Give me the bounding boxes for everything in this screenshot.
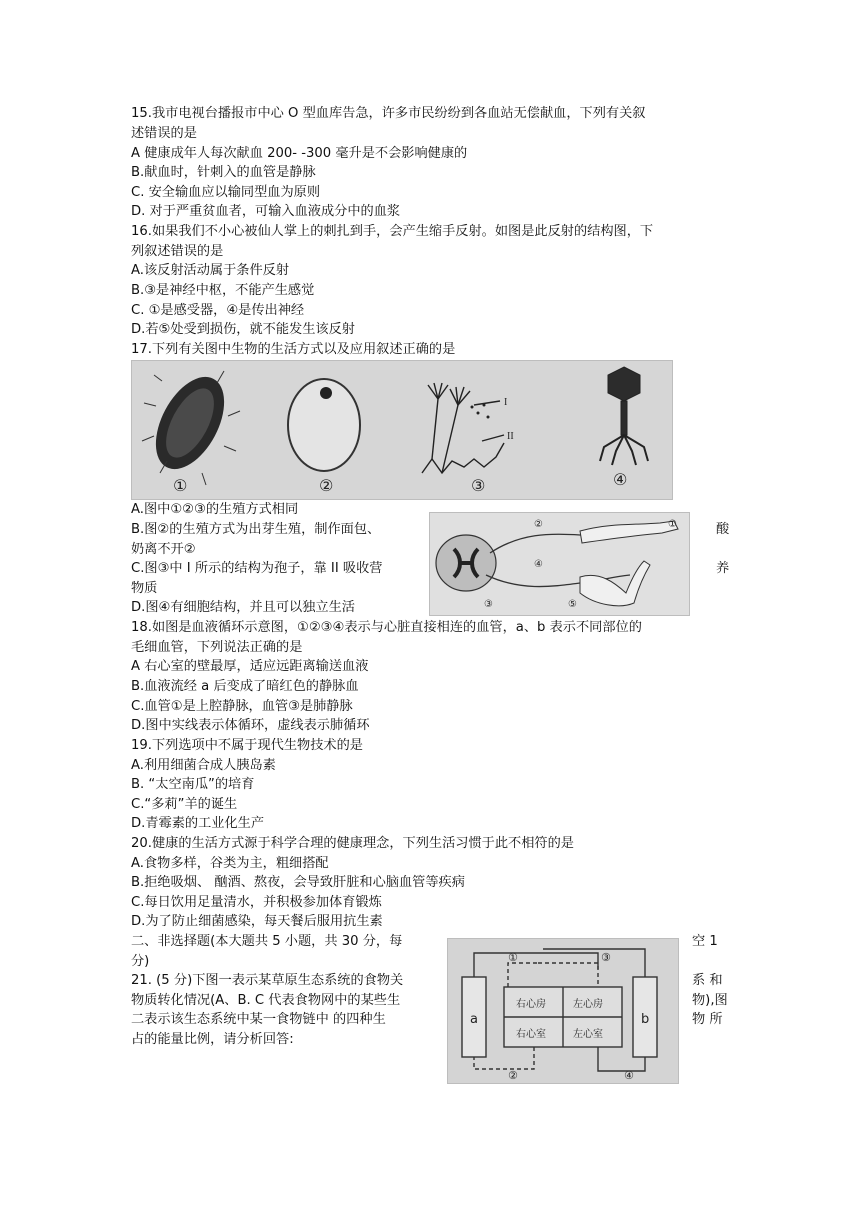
fig-label-1: ① — [173, 476, 188, 495]
q18-stem-line2: 毛细血管，下列说法正确的是 — [131, 640, 303, 655]
reflex-label-3: ③ — [484, 599, 493, 610]
heart-right-ventricle: 右心室 — [516, 1029, 546, 1040]
q20-stem: 20.健康的生活方式源于科学合理的健康理念，下列生活习惯于此不相符的是 — [131, 836, 574, 851]
heart-left-ventricle: 左心室 — [573, 1029, 603, 1040]
spinal-cord-illustration — [436, 535, 496, 591]
q16-option-a: A.该反射活动属于条件反射 — [131, 263, 290, 278]
q21-line4: 占的能量比例，请分析回答: — [131, 1032, 294, 1047]
yeast-illustration — [288, 379, 360, 471]
q21-line2-tail: 物),图 — [692, 993, 728, 1008]
organisms-figure — [131, 360, 673, 500]
q19-option-b: B. “太空南瓜”的培育 — [131, 777, 255, 792]
q15-option-c: C. 安全输血应以输同型血为原则 — [131, 185, 321, 200]
fig-mark-ii: II — [507, 431, 514, 442]
fig-mark-i: I — [504, 397, 508, 408]
fig-label-2: ② — [319, 476, 334, 495]
q18-option-b: B.血液流经 a 后变成了暗红色的静脉血 — [131, 679, 359, 694]
q19-option-c: C.“多莉”羊的诞生 — [131, 797, 238, 812]
q21-line3: 二表示该生态系统中某一食物链中 的四种生 — [131, 1012, 386, 1027]
reflex-label-4: ④ — [534, 559, 543, 570]
q18-option-c: C.血管①是上腔静脉，血管③是肺静脉 — [131, 699, 353, 714]
q17-option-c-cont: 物质 — [131, 581, 158, 596]
q18-stem-line1: 18.如图是血液循环示意图，①②③④表示与心脏直接相连的血管，a、b 表示不同部位的 — [131, 620, 642, 635]
q17-option-b: B.图②的生殖方式为出芽生殖，制作面包、 — [131, 522, 381, 537]
q17-option-c: C.图③中 I 所示的结构为孢子，靠 II 吸收营 — [131, 561, 383, 576]
section2-heading-cont: 分) — [131, 954, 150, 969]
heart-left-atrium: 左心房 — [573, 999, 603, 1010]
blood-circulation-figure — [447, 938, 679, 1084]
q20-option-a: A.食物多样，谷类为主，粗细搭配 — [131, 856, 329, 871]
q17-stem: 17.下列有关图中生物的生活方式以及应用叙述正确的是 — [131, 342, 456, 357]
q21-line2: 物质转化情况(A、B. C 代表食物网中的某些生 — [131, 993, 401, 1008]
q21-line1-tail: 系 和 — [692, 973, 723, 988]
vessel-label-4: ④ — [624, 1069, 634, 1082]
heart-right-atrium: 右心房 — [516, 999, 546, 1010]
capillary-a-label: a — [470, 1012, 478, 1027]
fig-label-4: ④ — [613, 470, 628, 489]
reflex-label-5: ⑤ — [568, 599, 577, 610]
q19-option-a: A.利用细菌合成人胰岛素 — [131, 758, 276, 773]
vessel-label-2: ② — [508, 1069, 518, 1082]
q20-option-c: C.每日饮用足量清水，并积极参加体育锻炼 — [131, 895, 382, 910]
q16-option-b: B.③是神经中枢，不能产生感觉 — [131, 283, 315, 298]
reflex-label-1: ① — [668, 519, 677, 530]
q21-line1: 21. (5 分)下图一表示某草原生态系统的食物关 — [131, 973, 404, 988]
q17-option-d: D.图④有细胞结构，并且可以独立生活 — [131, 600, 355, 615]
q17-option-a: A.图中①②③的生殖方式相同 — [131, 502, 299, 517]
q15-stem-line2: 述错误的是 — [131, 126, 197, 141]
q19-option-d: D.青霉素的工业化生产 — [131, 816, 265, 831]
q17-option-c-tail: 养 — [716, 561, 730, 576]
q16-option-d: D.若⑤处受到损伤，就不能发生该反射 — [131, 322, 355, 337]
q18-option-a: A 右心室的壁最厚，适应远距离输送血液 — [131, 659, 369, 674]
q15-stem-line1: 15.我市电视台播报市中心 O 型血库告急，许多市民纷纷到各血站无偿献血，下列有关叙 — [131, 106, 646, 121]
fig-label-3: ③ — [471, 476, 486, 495]
vessel-label-1: ① — [508, 951, 518, 964]
q20-option-d: D.为了防止细菌感染，每天餐后服用抗生素 — [131, 914, 383, 929]
reflex-label-2: ② — [534, 519, 543, 530]
q16-stem-line2: 列叙述错误的是 — [131, 244, 224, 259]
q16-stem-line1: 16.如果我们不小心被仙人掌上的刺扎到手，会产生缩手反射。如图是此反射的结构图，下 — [131, 224, 654, 239]
q17-option-b-cont: 奶离不开② — [131, 542, 196, 557]
section2-heading-tail: 空 1 — [692, 934, 718, 949]
q19-stem: 19.下列选项中不属于现代生物技术的是 — [131, 738, 363, 753]
q15-option-b: B.献血时，针刺入的血管是静脉 — [131, 165, 316, 180]
q15-option-d: D. 对于严重贫血者，可输入血液成分中的血浆 — [131, 204, 401, 219]
capillary-b-label: b — [641, 1012, 650, 1027]
q15-option-a: A 健康成年人每次献血 200- -300 毫升是不会影响健康的 — [131, 146, 468, 161]
q18-option-d: D.图中实线表示体循环，虚线表示肺循环 — [131, 718, 370, 733]
reflex-arc-figure — [429, 512, 690, 616]
vessel-label-3: ③ — [601, 951, 611, 964]
q20-option-b: B.拒绝吸烟、 酗酒、熬夜，会导致肝脏和心脑血管等疾病 — [131, 875, 465, 890]
q21-line3-tail: 物 所 — [692, 1012, 723, 1027]
q16-option-c: C. ①是感受器，④是传出神经 — [131, 303, 305, 318]
q17-option-b-tail: 酸 — [716, 522, 730, 537]
section2-heading: 二、非选择题(本大题共 5 小题，共 30 分，每 — [131, 934, 403, 949]
